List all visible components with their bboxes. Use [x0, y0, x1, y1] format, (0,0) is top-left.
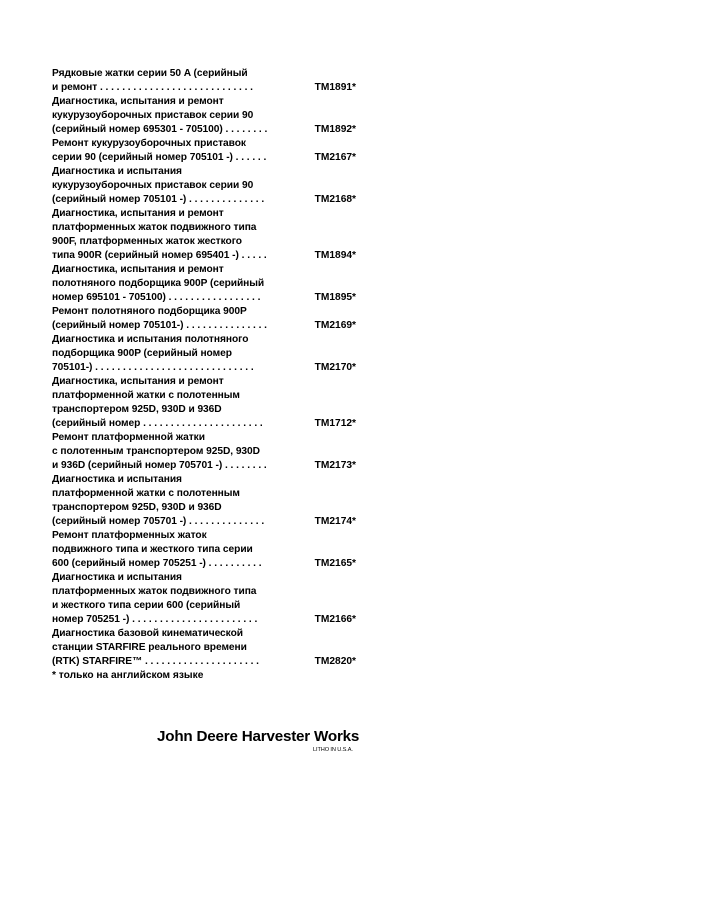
manual-title-line: с полотенным транспортером 925D, 930D [52, 446, 260, 457]
manual-title-line: и ремонт . . . . . . . . . . . . . . . . . . . . . . . . . . . . [52, 82, 253, 93]
manual-title-line: Ремонт платформенной жатки [52, 432, 205, 443]
manual-entry [52, 95, 362, 137]
manual-title-line: кукурузоуборочных приставок серии 90 [52, 180, 254, 191]
manual-code: TM2167* [314, 152, 356, 163]
manual-title-line: 705101-) . . . . . . . . . . . . . . . . . . . . . . . . . . . . . [52, 362, 254, 373]
manual-code: TM2173* [314, 460, 356, 471]
manual-title-line: Ремонт полотняного подборщика 900P [52, 306, 247, 317]
manual-title-line: Ремонт кукурузоуборочных приставок [52, 138, 246, 149]
manual-code: TM1712* [314, 418, 356, 429]
manual-title-line: транспортером 925D, 930D и 936D [52, 404, 222, 415]
manual-title-line: платформенной жатки с полотенным [52, 488, 240, 499]
manual-entry [52, 207, 362, 263]
english-only-note: * только на английском языке [52, 670, 204, 681]
manual-title-line: серии 90 (серийный номер 705101 -) . . . . . . [52, 152, 267, 163]
manual-entry [52, 431, 362, 473]
manual-entry [52, 571, 362, 627]
manual-title-line: Диагностика, испытания и ремонт [52, 208, 224, 219]
manual-title-line: Ремонт платформенных жаток [52, 530, 207, 541]
manual-title-line: платформенных жаток подвижного типа [52, 586, 257, 597]
manual-title-line: Рядковые жатки серии 50 A (серийный [52, 68, 248, 79]
manual-title-line: 600 (серийный номер 705251 -) . . . . . . . . . . [52, 558, 262, 569]
manual-title-line: полотняного подборщика 900P (серийный [52, 278, 265, 289]
publisher-name: John Deere Harvester Works [157, 728, 360, 745]
manual-title-line: номер 695101 - 705100) . . . . . . . . . . . . . . . . . [52, 292, 261, 303]
manual-title-line: транспортером 925D, 930D и 936D [52, 502, 222, 513]
manual-code: TM2174* [314, 516, 356, 527]
manual-entry [52, 529, 362, 571]
manual-title-line: Диагностика, испытания и ремонт [52, 264, 224, 275]
manual-entry [52, 263, 362, 305]
manual-title-line: Диагностика и испытания [52, 572, 182, 583]
litho-imprint: LITHO IN U.S.A. [313, 747, 353, 753]
manual-title-line: Диагностика и испытания полотняного [52, 334, 249, 345]
manual-title-line: подборщика 900P (серийный номер [52, 348, 232, 359]
manual-title-line: станции STARFIRE реального времени [52, 642, 247, 653]
manual-title-line: подвижного типа и жесткого типа серии [52, 544, 253, 555]
manual-entry [52, 67, 362, 95]
manual-title-line: 900F, платформенных жаток жесткого [52, 236, 242, 247]
manual-title-line: (серийный номер . . . . . . . . . . . . . . . . . . . . . . [52, 418, 263, 429]
manual-list [52, 67, 362, 669]
manual-code: TM2165* [314, 558, 356, 569]
manual-title-line: (серийный номер 705101 -) . . . . . . . . . . . . . . [52, 194, 265, 205]
manual-code: TM2169* [314, 320, 356, 331]
manual-entry [52, 627, 362, 669]
manual-title-line: и жесткого типа серии 600 (серийный [52, 600, 241, 611]
manual-title-line: Диагностика базовой кинематической [52, 628, 243, 639]
manual-title-line: Диагностика, испытания и ремонт [52, 376, 224, 387]
manual-entry [52, 137, 362, 165]
manual-code: TM2166* [314, 614, 356, 625]
manual-title-line: Диагностика и испытания [52, 166, 182, 177]
manual-code: TM2170* [314, 362, 356, 373]
manual-title-line: (RTK) STARFIRE™ . . . . . . . . . . . . . . . . . . . . . [52, 656, 259, 667]
manual-title-line: номер 705251 -) . . . . . . . . . . . . . . . . . . . . . . . [52, 614, 258, 625]
manual-entry [52, 305, 362, 333]
manual-code: TM1891* [314, 82, 356, 93]
manual-title-line: кукурузоуборочных приставок серии 90 [52, 110, 254, 121]
manual-code: TM2168* [314, 194, 356, 205]
manual-title-line: (серийный номер 705701 -) . . . . . . . . . . . . . . [52, 516, 265, 527]
manual-entry [52, 375, 362, 431]
manual-title-line: и 936D (серийный номер 705701 -) . . . . . . . . [52, 460, 267, 471]
manual-title-line: Диагностика, испытания и ремонт [52, 96, 224, 107]
manual-code: TM1895* [314, 292, 356, 303]
manual-entry [52, 333, 362, 375]
manual-code: TM1892* [314, 124, 356, 135]
manual-title-line: Диагностика и испытания [52, 474, 182, 485]
manual-title-line: (серийный номер 695301 - 705100) . . . . . . . . [52, 124, 268, 135]
manual-entry [52, 165, 362, 207]
manual-entry [52, 473, 362, 529]
manual-title-line: платформенной жатки с полотенным [52, 390, 240, 401]
manual-title-line: типа 900R (серийный номер 695401 -) . . . . . [52, 250, 267, 261]
manual-code: TM1894* [314, 250, 356, 261]
manual-title-line: (серийный номер 705101-) . . . . . . . . . . . . . . . [52, 320, 267, 331]
manual-code: TM2820* [314, 656, 356, 667]
manual-title-line: платформенных жаток подвижного типа [52, 222, 257, 233]
